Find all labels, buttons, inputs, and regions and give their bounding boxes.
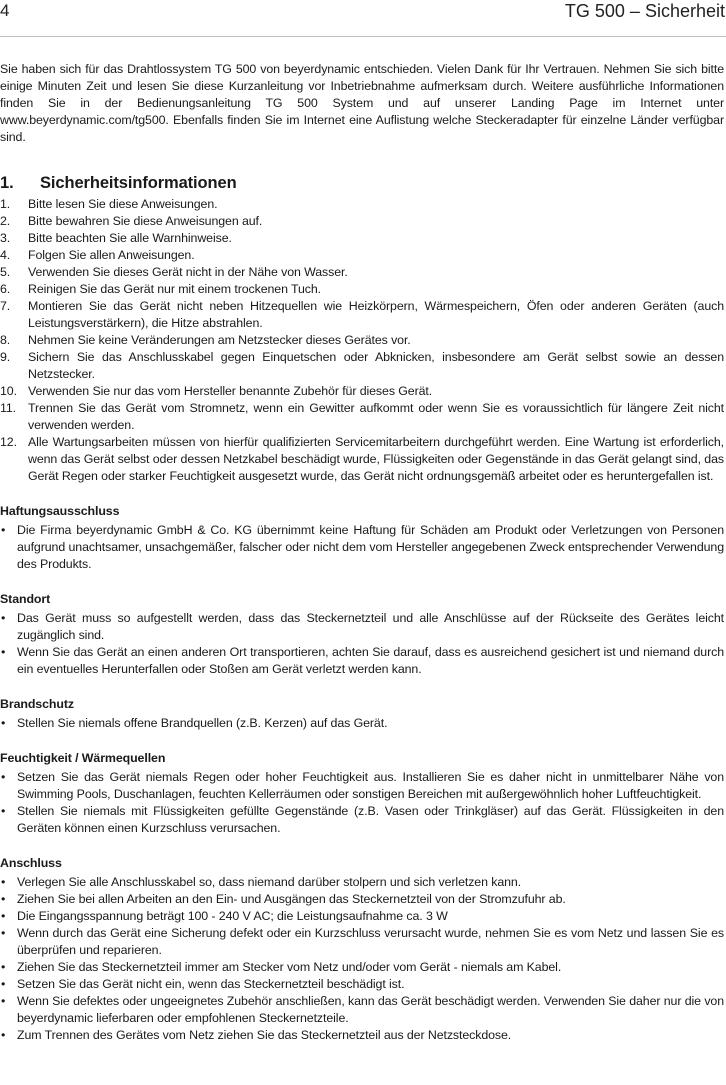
bullet-item	[0, 610, 724, 644]
safety-item	[0, 264, 724, 281]
bullet-item	[0, 644, 724, 678]
bullet-text: Das Gerät muss so aufgestellt werden, dass das Steckernetzteil und alle Anschlüsse auf der Rückseite des Gerätes leicht zugänglich sind.	[17, 611, 724, 642]
safety-item-text: Verwenden Sie nur das vom Hersteller benannte Zubehör für dieses Gerät.	[28, 384, 433, 398]
bullet-text: Ziehen Sie das Steckernetzteil immer am Stecker vom Netz und/oder vom Gerät - niemals am Kabel.	[17, 960, 562, 974]
safety-item-text: Sichern Sie das Anschlusskabel gegen Einquetschen oder Abknicken, insbesondere am Gerät selbst sowie an dessen Netzstecker.	[28, 350, 724, 381]
bullet-text: Stellen Sie niemals mit Flüssigkeiten gefüllte Gegenstände (z.B. Vasen oder Trinkgläser) auf das Gerät. Flüssigkeiten in den Geräten können einen Kurzschluss verursachen.	[17, 804, 724, 835]
safety-subsections	[0, 503, 724, 1044]
page-content	[0, 61, 724, 1044]
safety-item-text: Montieren Sie das Gerät nicht neben Hitzequellen wie Heizkörpern, Wärmespeichern, Öfen oder anderen Geräten (auch Leistungsverstärkern), die Hitze abstrahlen.	[28, 299, 724, 330]
bullet-icon: •	[1, 716, 6, 730]
safety-section-title	[0, 172, 724, 194]
safety-section-heading: Sicherheitsinformationen	[40, 174, 237, 192]
bullet-text: Wenn Sie das Gerät an einen anderen Ort transportieren, achten Sie darauf, dass es ausreichend gesichert ist und niemand durch ein eventuelles Herunterfallen oder Stoßen am Gerät verletzt werden kann.	[17, 645, 724, 676]
safety-item-text: Folgen Sie allen Anweisungen.	[28, 248, 195, 262]
bullet-icon: •	[1, 892, 6, 906]
bullet-icon: •	[1, 804, 6, 818]
bullet-icon: •	[1, 523, 6, 537]
bullet-text: Setzen Sie das Gerät nicht ein, wenn das Steckernetzteil beschädigt ist.	[17, 977, 405, 991]
safety-item-number: 12.	[0, 435, 17, 449]
heading-feuchtigkeit: Feuchtigkeit / Wärmequellen	[0, 751, 166, 765]
bullet-icon: •	[1, 909, 6, 923]
heading-anschluss: Anschluss	[0, 856, 62, 870]
bullet-icon: •	[1, 875, 6, 889]
safety-item-number: 10.	[0, 384, 17, 398]
running-title: TG 500 – Sicherheit	[564, 1, 725, 21]
safety-item-number: 1.	[0, 197, 11, 211]
bullet-item	[0, 874, 724, 891]
safety-item-number: 4.	[0, 248, 11, 262]
safety-item-text: Reinigen Sie das Gerät nur mit einem trockenen Tuch.	[28, 282, 322, 296]
safety-section-number: 1.	[0, 174, 14, 192]
bullet-list-haftung	[0, 522, 724, 573]
bullet-item	[0, 769, 724, 803]
bullet-text: Wenn durch das Gerät eine Sicherung defekt oder ein Kurzschluss verursacht wurde, nehmen Sie es vom Netz und lassen Sie es überprüfen und reparieren.	[17, 926, 724, 957]
bullet-text: Verlegen Sie alle Anschlusskabel so, dass niemand darüber stolpern und sich verletzen kann.	[17, 875, 522, 889]
heading-standort: Standort	[0, 592, 51, 606]
bullet-list-standort	[0, 610, 724, 678]
safety-item	[0, 281, 724, 298]
safety-item	[0, 298, 724, 332]
safety-item	[0, 247, 724, 264]
bullet-list-feuchtigkeit	[0, 769, 724, 837]
safety-item-number: 3.	[0, 231, 11, 245]
safety-item	[0, 383, 724, 400]
bullet-text: Setzen Sie das Gerät niemals Regen oder hoher Feuchtigkeit aus. Installieren Sie es daher nicht in unmittelbarer Nähe von Swimming Pools, Duschanlagen, feuchten Kellerräumen oder sonstigen Bereichen mit außergewöhnlich hoher Luftfeuchtigkeit.	[17, 770, 724, 801]
bullet-item	[0, 522, 724, 573]
safety-item	[0, 434, 724, 485]
bullet-icon: •	[1, 977, 6, 991]
bullet-item	[0, 976, 724, 993]
bullet-icon: •	[1, 770, 6, 784]
safety-item-text: Trennen Sie das Gerät vom Stromnetz, wenn ein Gewitter aufkommt oder wenn Sie es voraussichtlich für längere Zeit nicht verwenden werden.	[28, 401, 724, 432]
bullet-list-anschluss	[0, 874, 724, 1044]
bullet-list-brandschutz	[0, 715, 724, 732]
safety-item-text: Alle Wartungsarbeiten müssen von hierfür qualifizierten Servicemitarbeitern durchgeführt werden. Eine Wartung ist erforderlich, wenn das Gerät selbst oder dessen Netzkabel beschädigt wurde, Flüssigkeiten oder Gegenstände in das Gerät gelangt sind, das Gerät Regen oder starker Feuchtigkeit ausgesetzt wurde, das Gerät nicht ordnungsgemäß arbeitet oder es heruntergefallen ist.	[28, 435, 724, 483]
intro-paragraph: Sie haben sich für das Drahtlossystem TG 500 von beyerdynamic entschieden. Vielen Dank für Ihr Vertrauen. Nehmen Sie sich bitte einige Minuten Zeit und lesen Sie diese Kurzanleitung vor Inbetriebnahme aufmerksam durch. Weitere ausführliche Informationen finden Sie in der Bedienungsanleitung TG 500 System und auf unserer Landing Page im Internet unter www.beyerdynamic.com/tg500. Ebenfalls finden Sie im Internet eine Auflistung welche Steckeradapter für einzelne Länder verfügbar sind.	[0, 62, 724, 144]
bullet-item	[0, 925, 724, 959]
bullet-icon: •	[1, 1028, 6, 1042]
safety-item	[0, 332, 724, 349]
safety-item-text: Nehmen Sie keine Veränderungen am Netzstecker dieses Gerätes vor.	[28, 333, 411, 347]
heading-brandschutz: Brandschutz	[0, 697, 74, 711]
safety-item	[0, 196, 724, 213]
safety-item-text: Bitte lesen Sie diese Anweisungen.	[28, 197, 218, 211]
page-number: 4	[0, 1, 10, 20]
safety-item-number: 5.	[0, 265, 11, 279]
safety-item-number: 8.	[0, 333, 11, 347]
safety-item-number: 11.	[0, 401, 17, 415]
bullet-icon: •	[1, 645, 6, 659]
bullet-icon: •	[1, 960, 6, 974]
safety-item	[0, 230, 724, 247]
bullet-item	[0, 959, 724, 976]
safety-item-number: 9.	[0, 350, 11, 364]
safety-item-text: Bitte beachten Sie alle Warnhinweise.	[28, 231, 232, 245]
bullet-text: Wenn Sie defektes oder ungeeignetes Zubehör anschließen, kann das Gerät beschädigt werden. Verwenden Sie daher nur die von beyerdynamic lieferbaren oder empfohlenen Steckernetzteile.	[17, 994, 724, 1025]
safety-item-number: 7.	[0, 299, 11, 313]
safety-item-text: Bitte bewahren Sie diese Anweisungen auf.	[28, 214, 263, 228]
safety-item-number: 6.	[0, 282, 11, 296]
safety-item	[0, 349, 724, 383]
heading-haftung: Haftungsausschluss	[0, 504, 120, 518]
safety-item-text: Verwenden Sie dieses Gerät nicht in der Nähe von Wasser.	[28, 265, 348, 279]
safety-item	[0, 400, 724, 434]
bullet-item	[0, 1027, 724, 1044]
safety-item	[0, 213, 724, 230]
bullet-item	[0, 715, 724, 732]
bullet-icon: •	[1, 994, 6, 1008]
bullet-icon: •	[1, 611, 6, 625]
bullet-icon: •	[1, 926, 6, 940]
bullet-text: Die Eingangsspannung beträgt 100 - 240 V AC; die Leistungsaufnahme ca. 3 W	[17, 909, 448, 923]
bullet-item	[0, 803, 724, 837]
bullet-text: Zum Trennen des Gerätes vom Netz ziehen Sie das Steckernetzteil aus der Netzsteckdose.	[17, 1028, 512, 1042]
bullet-text: Die Firma beyerdynamic GmbH & Co. KG übernimmt keine Haftung für Schäden am Produkt oder Verletzungen von Personen aufgrund unachtsamer, unsachgemäßer, falscher oder nicht dem vom Hersteller angegebenen Zweck entsprechender Verwendung des Produkts.	[17, 523, 724, 571]
safety-list	[0, 196, 724, 485]
bullet-item	[0, 908, 724, 925]
bullet-text: Ziehen Sie bei allen Arbeiten an den Ein- und Ausgängen das Steckernetzteil von der Stromzufuhr ab.	[17, 892, 566, 906]
bullet-item	[0, 891, 724, 908]
bullet-text: Stellen Sie niemals offene Brandquellen (z.B. Kerzen) auf das Gerät.	[17, 716, 388, 730]
bullet-item	[0, 993, 724, 1027]
page-header	[0, 0, 726, 37]
safety-item-number: 2.	[0, 214, 11, 228]
